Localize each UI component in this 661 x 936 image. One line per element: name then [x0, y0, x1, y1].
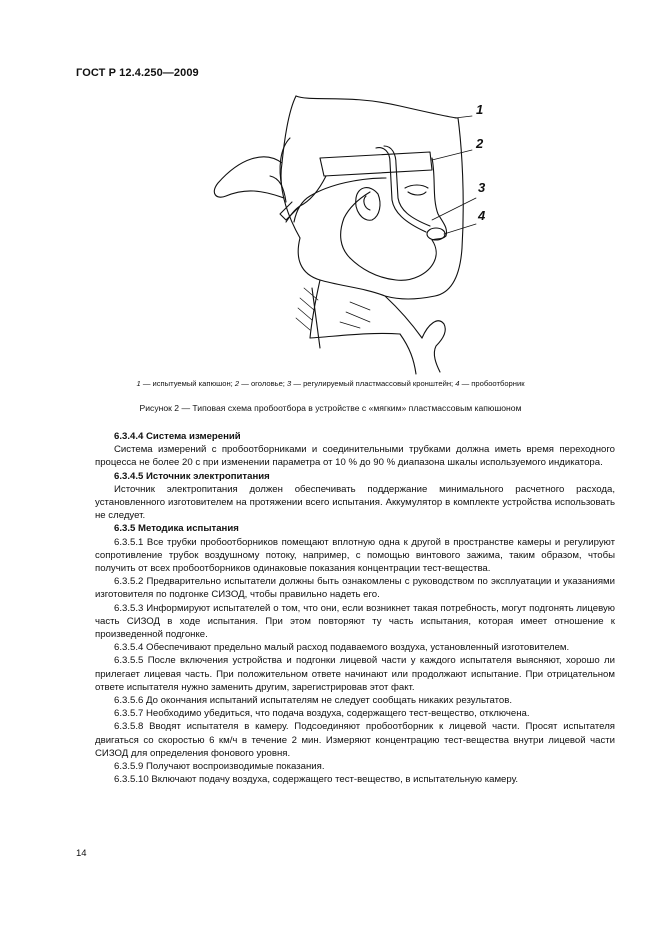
headband — [320, 152, 432, 176]
paragraph: 6.3.5.3 Информируют испытателей о том, что они, если возникнет такая потребность, могут подгонять лицевую часть СИЗОД в ходе испытания. При этом повторяют ту часть испытания, которая имеет отношение к произведенной подгонке. — [95, 602, 615, 641]
paragraph: 6.3.5.9 Получают воспроизводимые показания. — [114, 761, 325, 773]
bracket — [376, 148, 426, 232]
hood-sampling-illustration — [200, 88, 500, 378]
legend-text-3: — регулируемый пластмассовый кронштейн; — [291, 379, 456, 388]
figure-label-4: 4 — [478, 208, 486, 223]
paragraph: 6.3.5.1 Все трубки пробоотборников помещают вплотную одна к другой в пространстве камеры и регулируют сопротивление трубок воздушному потоку, например, с помощью винтового зажима, таким образом, чтобы получить от всех пробоотборников одинаковые показания концентрации тест-вещества. — [95, 536, 615, 575]
paragraph: 6.3.5.10 Включают подачу воздуха, содержащего тест-вещество, в испытательную камеру. — [114, 774, 519, 786]
figure-caption: Рисунок 2 — Типовая схема пробоотбора в устройстве с «мягким» пластмассовым капюшоном — [139, 403, 522, 413]
collar-knot — [422, 321, 445, 372]
paragraph: 6.3.5.5 После включения устройства и подгонки лицевой части у каждого испытателя выясняют, хорошо ли прилегает лицевая часть. При положительном ответе начинают или продолжают испытание. При отрицательном ответе испытателя нужно заменить другим, зарегистрировав этот факт. — [95, 655, 615, 693]
paragraph: 6.3.5.6 До окончания испытаний испытателям не следует сообщать никаких результатов. — [114, 695, 513, 707]
legend-num-3: 3 — [287, 379, 292, 388]
paragraph: Система измерений с пробоотборниками и соединительными трубками должна иметь время переходного процесса не более 20 с при изменении параметра от 10 % до 90 % диапазона шкалы используемого индикатора. — [95, 444, 615, 469]
ear — [356, 188, 380, 221]
legend-text-1: — испытуемый капюшон; — [140, 379, 235, 388]
figure-label-3: 3 — [478, 180, 486, 195]
legend-text-4: — пробоотборник — [459, 379, 525, 388]
hood-back — [281, 96, 300, 238]
figure-label-1: 1 — [476, 102, 484, 117]
paragraph: Источник электропитания должен обеспечивать поддержание минимального расчетного расхода, установленного изготовителем на протяжении всего испытания. Аккумулятор в комплекте устройства использовать не следует. — [95, 483, 615, 522]
section-heading: 6.3.5 Методика испытания — [114, 523, 239, 535]
paragraph: 6.3.5.4 Обеспечивают предельно малый расход подаваемого воздуха, установленный изготовителем. — [114, 642, 570, 654]
sampler-tube — [294, 178, 386, 222]
page-number: 14 — [76, 848, 87, 859]
paragraph: 6.3.5.7 Необходимо убедиться, что подача воздуха, содержащего тест-вещество, отключена. — [114, 708, 530, 720]
figure-legend — [0, 379, 661, 388]
legend-num-2: 2 — [234, 379, 240, 388]
section-heading: 6.3.4.5 Источник электропитания — [114, 470, 270, 482]
eye — [405, 185, 428, 188]
figure-label-2: 2 — [476, 136, 484, 151]
legend-num-4: 4 — [455, 379, 460, 388]
document-header: ГОСТ Р 12.4.250—2009 — [76, 67, 199, 79]
body-text — [95, 430, 615, 786]
paragraph: 6.3.5.8 Вводят испытателя в камеру. Подсоединяют пробоотборник к лицевой части. Просят испытателя двигаться со скоростью 6 км/ч в течение 2 мин. Измеряют концентрацию тест-вещества внутри лицевой части СИЗОД для определения фонового уровня. — [95, 721, 615, 759]
section-heading: 6.3.4.4 Система измерений — [114, 431, 241, 442]
legend-num-1: 1 — [136, 379, 141, 388]
legend-text-2: — оголовье; — [239, 379, 288, 388]
paragraph: 6.3.5.2 Предварительно испытатели должны быть ознакомлены с руководством по эксплуатации и указаниями изготовителя по подгонке СИЗОД, чтобы правильно надеть его. — [95, 576, 615, 601]
sampler — [427, 228, 445, 240]
figure-hood-diagram — [200, 88, 500, 378]
